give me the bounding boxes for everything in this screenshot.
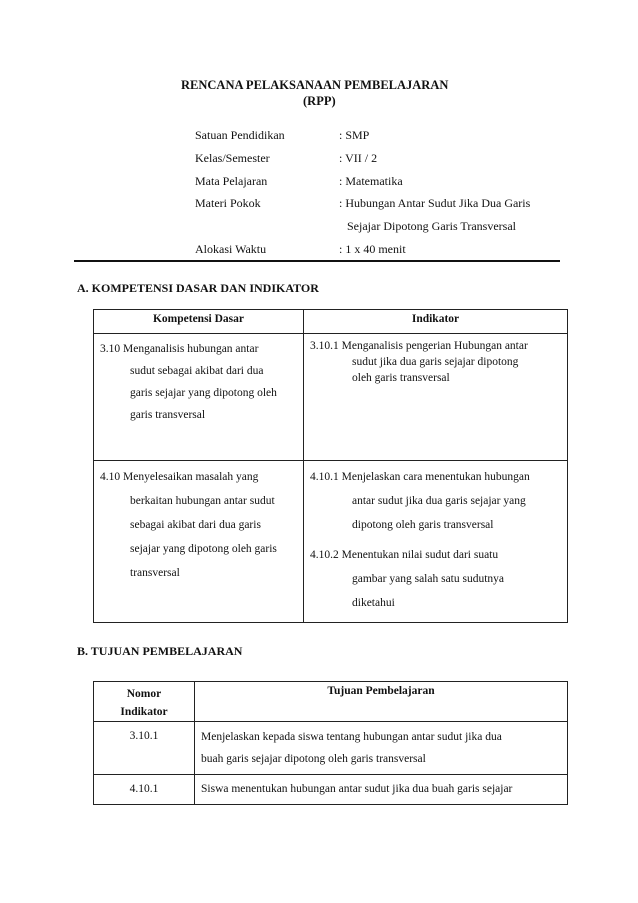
identity-value: : Hubungan Antar Sudut Jika Dua Garis xyxy=(339,196,531,210)
goal-line: Siswa menentukan hubungan antar sudut jika dua buah garis sejajar xyxy=(201,783,513,795)
doc-subtitle: (RPP) xyxy=(303,94,336,108)
section-heading: A. KOMPETENSI DASAR DAN INDIKATOR xyxy=(77,281,319,295)
kd-line: 4.10 Menyelesaikan masalah yang xyxy=(100,471,259,483)
identity-value: : Matematika xyxy=(339,174,403,188)
indicator-cell xyxy=(304,461,568,623)
indicator-line: 4.10.1 Menjelaskan cara menentukan hubungan xyxy=(310,471,530,483)
goal-line: buah garis sejajar dipotong oleh garis transversal xyxy=(201,753,426,765)
indicator-line: 3.10.1 Menganalisis pengerian Hubungan antar xyxy=(310,340,528,352)
kd-cell xyxy=(94,334,304,461)
indicator-line: sudut jika dua garis sejajar dipotong xyxy=(352,356,519,368)
column-header-number-line: Indikator xyxy=(120,706,168,718)
table-row xyxy=(94,461,568,623)
indicator-line: 4.10.2 Menentukan nilai sudut dari suatu xyxy=(310,549,499,561)
goal-cell xyxy=(195,722,568,775)
kd-line: berkaitan hubungan antar sudut xyxy=(130,495,275,507)
identity-label: Materi Pokok xyxy=(195,196,261,210)
identity-label: Satuan Pendidikan xyxy=(195,128,285,142)
identity-label: Alokasi Waktu xyxy=(195,242,267,256)
doc-title: RENCANA PELAKSANAAN PEMBELAJARAN xyxy=(181,78,449,92)
kd-text xyxy=(100,465,297,585)
goal-line: Menjelaskan kepada siswa tentang hubungan antar sudut jika dua xyxy=(201,731,502,743)
indicator-cell xyxy=(304,334,568,461)
indicator-line: dipotong oleh garis transversal xyxy=(352,519,494,531)
identity-label: Mata Pelajaran xyxy=(195,174,268,188)
section-heading: B. TUJUAN PEMBELAJARAN xyxy=(77,644,243,658)
kd-line: 3.10 Menganalisis hubungan antar xyxy=(100,343,259,355)
indicator-number: 3.10.1 xyxy=(94,722,195,775)
indicator-line: diketahui xyxy=(352,597,395,609)
indicator-text xyxy=(310,465,561,615)
table-row xyxy=(94,334,568,461)
identity-value: : 1 x 40 menit xyxy=(339,242,406,256)
indicator-line: antar sudut jika dua garis sejajar yang xyxy=(352,495,526,507)
identity-label: Kelas/Semester xyxy=(195,151,270,165)
kd-line: sebagai akibat dari dua garis xyxy=(130,519,261,531)
kd-line: transversal xyxy=(130,567,180,579)
kd-line: sudut sebagai akibat dari dua xyxy=(130,365,264,377)
identity-value-continued: Sejajar Dipotong Garis Transversal xyxy=(347,219,516,233)
column-header-goal: Tujuan Pembelajaran xyxy=(195,682,568,722)
table-row xyxy=(94,775,568,805)
header-divider xyxy=(74,260,560,262)
identity-value: : VII / 2 xyxy=(339,151,378,165)
kd-text xyxy=(100,338,297,426)
competency-table xyxy=(93,309,568,623)
goals-table xyxy=(93,681,568,805)
kd-line: garis transversal xyxy=(130,409,206,421)
indicator-line: oleh garis transversal xyxy=(352,372,450,384)
kd-line: sejajar yang dipotong oleh garis xyxy=(130,543,277,555)
table-header-row xyxy=(94,310,568,334)
column-header-indicator: Indikator xyxy=(304,310,568,334)
indicator-number: 4.10.1 xyxy=(94,775,195,805)
column-header-number-line: Nomor xyxy=(126,688,162,700)
column-header-kd: Kompetensi Dasar xyxy=(94,310,304,334)
indicator-line: gambar yang salah satu sudutnya xyxy=(352,573,505,585)
table-row xyxy=(94,722,568,775)
kd-cell xyxy=(94,461,304,623)
identity-value: : SMP xyxy=(339,128,370,142)
goal-cell xyxy=(195,775,568,805)
column-header-number xyxy=(94,682,195,722)
table-header-row xyxy=(94,682,568,722)
kd-line: garis sejajar yang dipotong oleh xyxy=(130,387,277,399)
indicator-text xyxy=(310,338,561,386)
